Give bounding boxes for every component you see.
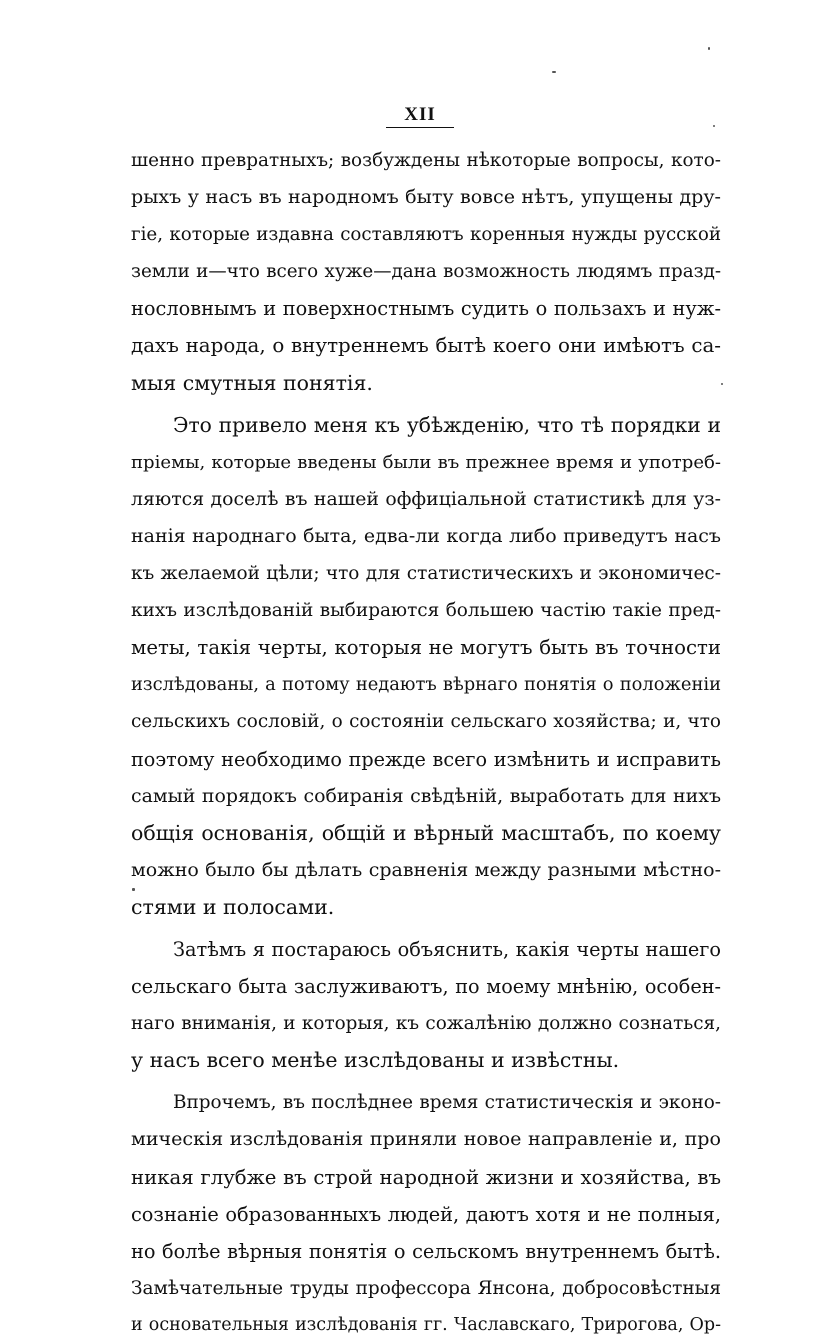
text-line: къ желаемой цѣли; что для статистическихъ и экономичес-: [131, 563, 721, 585]
page-number: XII: [404, 104, 436, 125]
text-line: рыхъ у насъ въ народномъ быту вовсе нѣтъ, упущены дру-: [131, 186, 721, 209]
text-line: нословнымъ и поверхностнымъ судить о пользахъ и нуж-: [131, 297, 721, 321]
text-body: [131, 142, 721, 1344]
text-line: сельскаго быта заслуживаютъ, по моему мнѣнію, особен-: [131, 975, 721, 999]
scan-speck: [708, 47, 710, 50]
text-line: кихъ изслѣдованій выбираются большею частію такіе пред-: [131, 600, 721, 622]
text-line: земли и—что всего хуже—дана возможность людямъ празд-: [131, 261, 721, 283]
text-line: поэтому необходимо прежде всего измѣнить и исправить: [131, 747, 721, 771]
text-line: общія основанія, общій и вѣрный масштабъ, по коему: [131, 820, 721, 845]
paragraph: [131, 931, 721, 1079]
text-line: сельскихъ сословій, о состояніи сельскаго хозяйства; и, что: [131, 711, 721, 733]
text-line: гіе, которые издавна составляютъ коренныя нужды русской: [131, 224, 721, 246]
text-line: меты, такія черты, которыя не могутъ быть въ точности: [131, 636, 721, 660]
running-header: [385, 104, 455, 128]
text-line: но болѣе вѣрныя понятія о сельскомъ внутреннемъ бытѣ.: [131, 1239, 721, 1263]
text-line: никая глубже въ строй народной жизни и хозяйства, въ: [131, 1165, 721, 1189]
text-line: ляются доселѣ въ нашей оффиціальной статистикѣ для уз-: [131, 488, 721, 510]
text-line: наго вниманія, и которыя, къ сожалѣнію должно сознаться,: [131, 1013, 721, 1035]
header-rule: [386, 127, 454, 128]
text-line: у насъ всего менѣе изслѣдованы и извѣстны.: [131, 1048, 620, 1073]
text-line: Затѣмъ я постараюсь объяснить, какія черты нашего: [173, 937, 721, 961]
text-line: Замѣчательные труды профессора Янсона, добросовѣстныя: [131, 1277, 721, 1299]
text-line: изслѣдованы, а потому недаютъ вѣрнаго понятія о положеніи: [131, 674, 721, 696]
scan-speck: [713, 125, 715, 127]
text-line: и основательныя изслѣдованія гг. Чаславскаго, Трирогова, Ор-: [131, 1314, 721, 1335]
text-line: стями и полосами.: [131, 894, 335, 919]
paragraph: [131, 1084, 721, 1344]
text-line: шенно превратныхъ; возбуждены нѣкоторые вопросы, кото-: [131, 150, 721, 171]
text-line: дахъ народа, о внутреннемъ бытѣ коего они имѣютъ са-: [131, 334, 721, 358]
text-line: мическія изслѣдованія приняли новое направленіе и, про: [131, 1128, 721, 1151]
text-line: сознаніе образованныхъ людей, даютъ хотя и не полныя,: [131, 1202, 721, 1226]
text-line: Впрочемъ, въ послѣднее время статистическія и эконо-: [173, 1092, 721, 1114]
text-line: самый порядокъ собиранія свѣдѣній, выработать для нихъ: [131, 784, 721, 807]
text-line: Это привело меня къ убѣжденію, что тѣ порядки и: [173, 412, 721, 437]
text-line: пріемы, которые введены были въ прежнее время и употреб-: [131, 451, 721, 473]
scan-speck: [552, 71, 556, 73]
text-line: можно было бы дѣлать сравненія между разными мѣстно-: [131, 858, 721, 881]
paragraph: [131, 142, 721, 402]
scan-speck: [721, 383, 723, 385]
text-line: мыя смутныя понятія.: [131, 370, 373, 395]
paragraph: [131, 407, 721, 926]
text-line: нанія народнаго быта, едва-ли когда либо приведутъ насъ: [131, 524, 721, 547]
